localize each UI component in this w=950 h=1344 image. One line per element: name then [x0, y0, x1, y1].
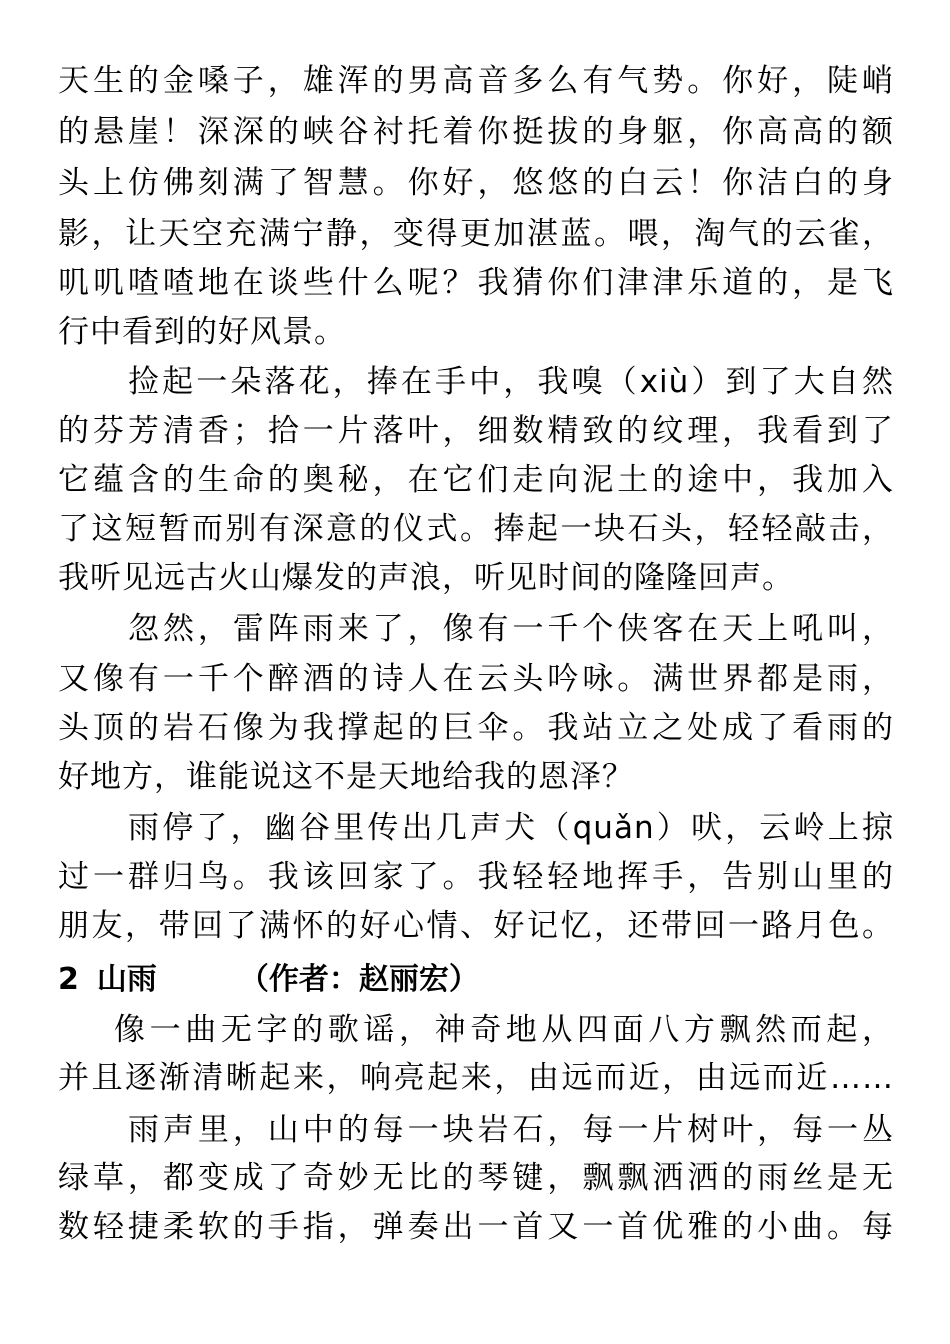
- text-line: 头上仿佛刻满了智慧。你好，悠悠的白云！你洁白的身: [58, 165, 894, 201]
- text-line: 又像有一千个醉酒的诗人在云头吟咏。满世界都是雨，: [58, 661, 894, 697]
- section-heading: [58, 955, 479, 1005]
- paragraph-first-line: 捡起一朵落花，捧在手中，我嗅（xiù）到了大自然: [128, 364, 894, 400]
- section-author: （作者：赵丽宏）: [238, 962, 479, 997]
- paragraph-first-line: 忽然，雷阵雨来了，像有一千个侠客在天上吼叫，: [128, 611, 894, 647]
- text-line: 朋友，带回了满怀的好心情、好记忆，还带回一路月色。: [58, 908, 894, 944]
- text-line: 天生的金嗓子，雄浑的男高音多么有气势。你好，陡峭: [58, 63, 894, 99]
- text-line: 我听见远古火山爆发的声浪，听见时间的隆隆回声。: [58, 560, 794, 596]
- paragraph-first-line: 雨停了，幽谷里传出几声犬（quǎn）吠，云岭上掠: [128, 810, 894, 846]
- text-line: 的悬崖！深深的峡谷衬托着你挺拔的身躯，你高高的额: [58, 114, 894, 150]
- paragraph-first-line: 像一曲无字的歌谣，神奇地从四面八方飘然而起，: [114, 1012, 894, 1048]
- section-title: 山雨: [96, 962, 157, 997]
- section-number: 2: [58, 962, 79, 997]
- text-line: 绿草，都变成了奇妙无比的琴键，飘飘洒洒的雨丝是无: [58, 1160, 894, 1196]
- text-line: 好地方，谁能说这不是天地给我的恩泽？: [58, 759, 634, 795]
- text-line: 叽叽喳喳地在谈些什么呢？我猜你们津津乐道的，是飞: [58, 265, 894, 301]
- text-line: 它蕴含的生命的奥秘，在它们走向泥土的途中，我加入: [58, 462, 894, 498]
- text-line: 影，让天空充满宁静，变得更加湛蓝。喂，淘气的云雀，: [58, 216, 894, 252]
- paragraph-first-line: 雨声里，山中的每一块岩石，每一片树叶，每一丛: [128, 1112, 894, 1148]
- text-line: 的芬芳清香；拾一片落叶，细数精致的纹理，我看到了: [58, 413, 894, 449]
- text-line: 行中看到的好风景。: [58, 314, 346, 350]
- text-line: 头顶的岩石像为我撑起的巨伞。我站立之处成了看雨的: [58, 710, 894, 746]
- text-line: 数轻捷柔软的手指，弹奏出一首又一首优雅的小曲。每: [58, 1209, 894, 1245]
- text-line: 并且逐渐清晰起来，响亮起来，由远而近，由远而近……: [58, 1060, 894, 1096]
- text-line: 了这短暂而别有深意的仪式。捧起一块石头，轻轻敲击，: [58, 511, 894, 547]
- text-line: 过一群归鸟。我该回家了。我轻轻地挥手，告别山里的: [58, 859, 894, 895]
